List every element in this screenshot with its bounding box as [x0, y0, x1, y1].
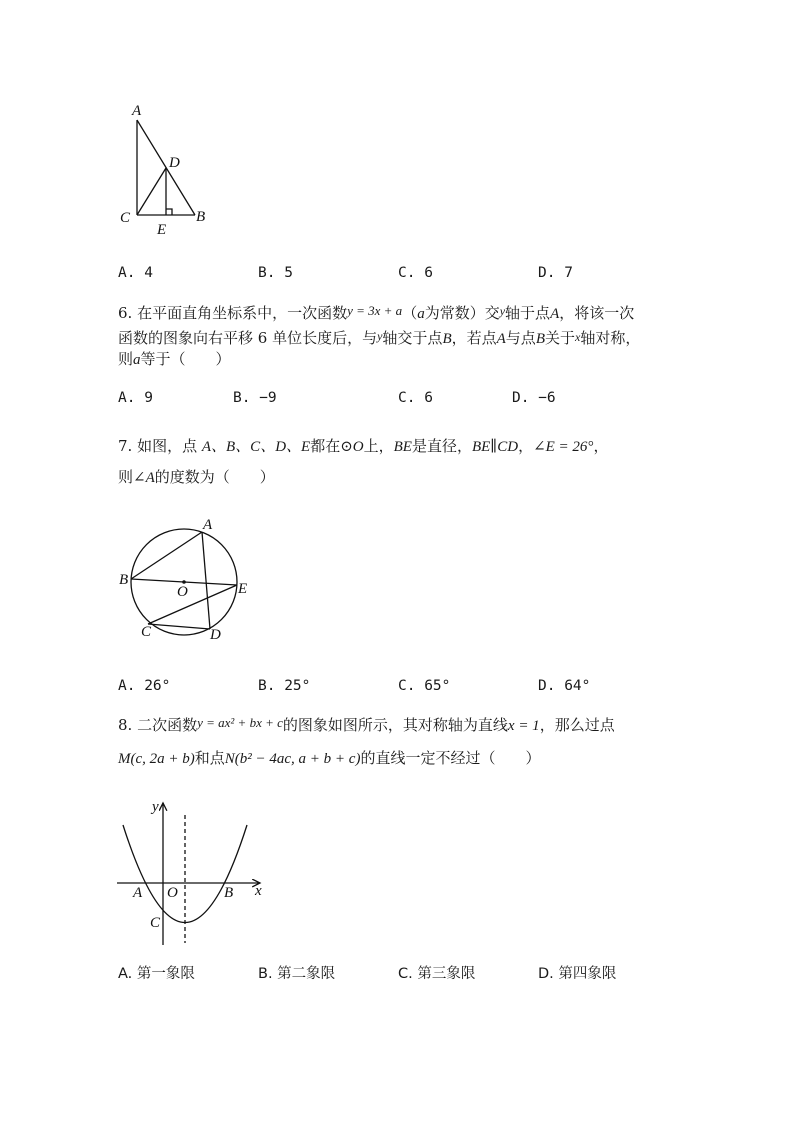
q7-option-c[interactable]: C. 65°: [398, 678, 451, 694]
q7-label-c: C: [141, 624, 152, 640]
q8-label-b: B: [224, 885, 234, 901]
q8-option-b[interactable]: B. 第二象限: [258, 966, 336, 982]
q7-label-b: B: [119, 572, 129, 588]
q7-text-line-1: 7. 如图，点 A、B、C、D、E都在⊙O上，BE是直径，BE∥CD，∠E = 26°，: [118, 437, 609, 455]
q8-label-o: O: [167, 885, 178, 901]
q7-option-d[interactable]: D. 64°: [538, 678, 591, 694]
q6-option-c[interactable]: C. 6: [398, 390, 433, 406]
q7-option-a[interactable]: A. 26°: [118, 678, 171, 694]
q5-option-c[interactable]: C. 6: [398, 265, 433, 281]
q7-text-line-2: 则∠A的度数为（ ）: [118, 468, 275, 486]
q6-text-line-3: 则a等于（ ）: [118, 350, 231, 368]
q6-option-a[interactable]: A. 9: [118, 390, 153, 406]
q7-chord-ce: [148, 585, 237, 624]
q7-circle-symbol: ⊙O: [340, 439, 364, 455]
q7-label-o: O: [177, 584, 188, 600]
q8-option-a[interactable]: A. 第一象限: [118, 966, 195, 982]
q5-triangle-figure: [110, 95, 220, 240]
q5-option-a[interactable]: A. 4: [118, 265, 153, 281]
q8-label-c: C: [150, 915, 161, 931]
q6-equation: y = 3x + a: [347, 303, 403, 318]
q8-option-d[interactable]: D. 第四象限: [538, 966, 617, 982]
q6-text-line-1: 6. 在平面直角坐标系中，一次函数y = 3x + a（a为常数）交$^y$轴于点A，将该一次: [118, 303, 635, 322]
q5-label-a: A: [132, 103, 142, 119]
q8-equation: y = ax² + bx + c: [197, 715, 283, 730]
q5-segment-cd: [137, 168, 166, 215]
q7-label-d: D: [210, 627, 221, 643]
q5-label-d: D: [169, 155, 180, 171]
q7-label-e: E: [238, 581, 248, 597]
q7-option-b[interactable]: B. 25°: [258, 678, 311, 694]
q6-text-line-2: 函数的图象向右平移 6 单位长度后，与$^y$轴交于点B，若点A与点B关于x轴对称，: [118, 329, 641, 347]
q8-label-x: x: [255, 883, 262, 899]
q6-option-d[interactable]: D. −6: [512, 390, 556, 406]
q7-label-a: A: [203, 517, 213, 533]
q7-chord-ad: [202, 532, 210, 629]
q6-option-b[interactable]: B. −9: [233, 390, 277, 406]
q8-text-line-2: M(c, 2a + b)和点N(b² − 4ac, a + b + c)的直线一定不经过（ ）: [118, 749, 541, 767]
q5-option-b[interactable]: B. 5: [258, 265, 293, 281]
q5-label-b: B: [196, 209, 206, 225]
q5-option-d[interactable]: D. 7: [538, 265, 573, 281]
q8-label-a: A: [133, 885, 143, 901]
q8-parabola-figure: [112, 795, 272, 950]
q8-point-n: N(b² − 4ac, a + b + c): [224, 751, 361, 767]
q7-chord-ab: [131, 532, 202, 579]
q5-label-c: C: [120, 210, 131, 226]
q8-option-c[interactable]: C. 第三象限: [398, 966, 476, 982]
q7-circle-figure: [113, 515, 253, 645]
q8-point-m: M(c, 2a + b): [118, 751, 195, 767]
q5-label-e: E: [157, 222, 167, 238]
q8-label-y: y: [152, 799, 159, 815]
q8-text-line-1: 8. 二次函数y = ax² + bx + c的图象如图所示，其对称轴为直线x = 1，那么过点: [118, 715, 615, 734]
q5-right-angle-mark: [166, 209, 172, 215]
